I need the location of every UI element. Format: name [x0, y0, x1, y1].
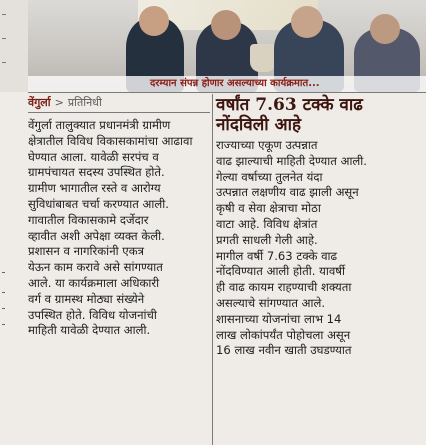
dateline-place: वेंगुर्ला — [28, 96, 51, 109]
page-margin — [0, 0, 28, 92]
article-line: गावातील विकासकामे दर्जेदार — [28, 212, 149, 227]
article-line: क्षेत्रातील विविध विकासकामांचा आढावा — [28, 133, 193, 148]
article-line: नोंदविण्यात आली होती. यावर्षी — [216, 264, 345, 279]
article-line: मागील वर्षी 7.63 टक्के वाढ — [216, 248, 338, 263]
article-line: असल्याचे सांगण्यात आले. — [216, 295, 326, 310]
article-line: आले. या कार्यक्रमाला अधिकारी — [28, 275, 160, 290]
article-line: लाख लोकांपर्यंत पोहोचला असून — [216, 327, 351, 342]
article-column-right — [216, 138, 421, 445]
article-column-left — [28, 118, 210, 445]
article-line: गेल्या वर्षाच्या तुलनेत यंदा — [216, 169, 323, 184]
article-line: 16 लाख नवीन खाती उघडण्यात — [216, 343, 352, 358]
article-line: ही वाढ कायम राहण्याची शक्यता — [216, 280, 352, 295]
photo-caption: दरम्यान संपन्न होणार असल्याच्या कार्यक्रमात... — [28, 76, 426, 92]
article-line: ग्रामीण भागातील रस्ते व आरोग्य — [28, 181, 161, 196]
dateline-separator: > — [54, 96, 64, 109]
article-line: उपस्थित होते. विविध योजनांची — [28, 307, 157, 322]
dateline — [28, 96, 102, 110]
article-line: घेण्यात आला. यावेळी सरपंच व — [28, 149, 159, 164]
trophy-icon — [250, 44, 276, 72]
article-line: वाटा आहे. विविध क्षेत्रांत — [216, 216, 318, 231]
article-line: प्रगती साधली गेली आहे. — [216, 232, 318, 247]
news-photo — [28, 0, 426, 92]
article-line: माहिती यावेळी देण्यात आली. — [28, 323, 151, 338]
dateline-rule — [28, 112, 210, 113]
article-line: येऊन काम करावे असे सांगण्यात — [28, 260, 163, 275]
article-line: राज्याच्या एकूण उत्पन्नात — [216, 138, 318, 152]
divider — [28, 92, 426, 93]
article-line: ग्रामपंचायत सदस्य उपस्थित होते. — [28, 165, 165, 180]
article-line: कृषी व सेवा क्षेत्राचा मोठा — [216, 201, 321, 216]
article-line: प्रशासन व नागरिकांनी एकत्र — [28, 244, 145, 259]
article-line: वेंगुर्ला तालुक्यात प्रधानमंत्री ग्रामीण — [28, 118, 171, 132]
article-line: व्हावीत अशी अपेक्षा व्यक्त केली. — [28, 228, 165, 243]
article-line: उत्पन्नात लक्षणीय वाढ झाली असून — [216, 185, 359, 200]
column-divider — [212, 94, 213, 445]
dateline-source: प्रतिनिधी — [67, 96, 102, 109]
article-line: वर्ग व ग्रामस्थ मोठ्या संख्येने — [28, 291, 145, 306]
article-line: वाढ झाल्याची माहिती देण्यात आली. — [216, 153, 367, 168]
article-line: शासनाच्या योजनांचा लाभ 14 — [216, 311, 342, 326]
article-line: सुविधांबाबत चर्चा करण्यात आली. — [28, 196, 169, 211]
headline: वर्षांत 7.63 टक्के वाढ नोंदविली आहे — [216, 95, 363, 135]
page-edge-marks — [0, 262, 8, 362]
